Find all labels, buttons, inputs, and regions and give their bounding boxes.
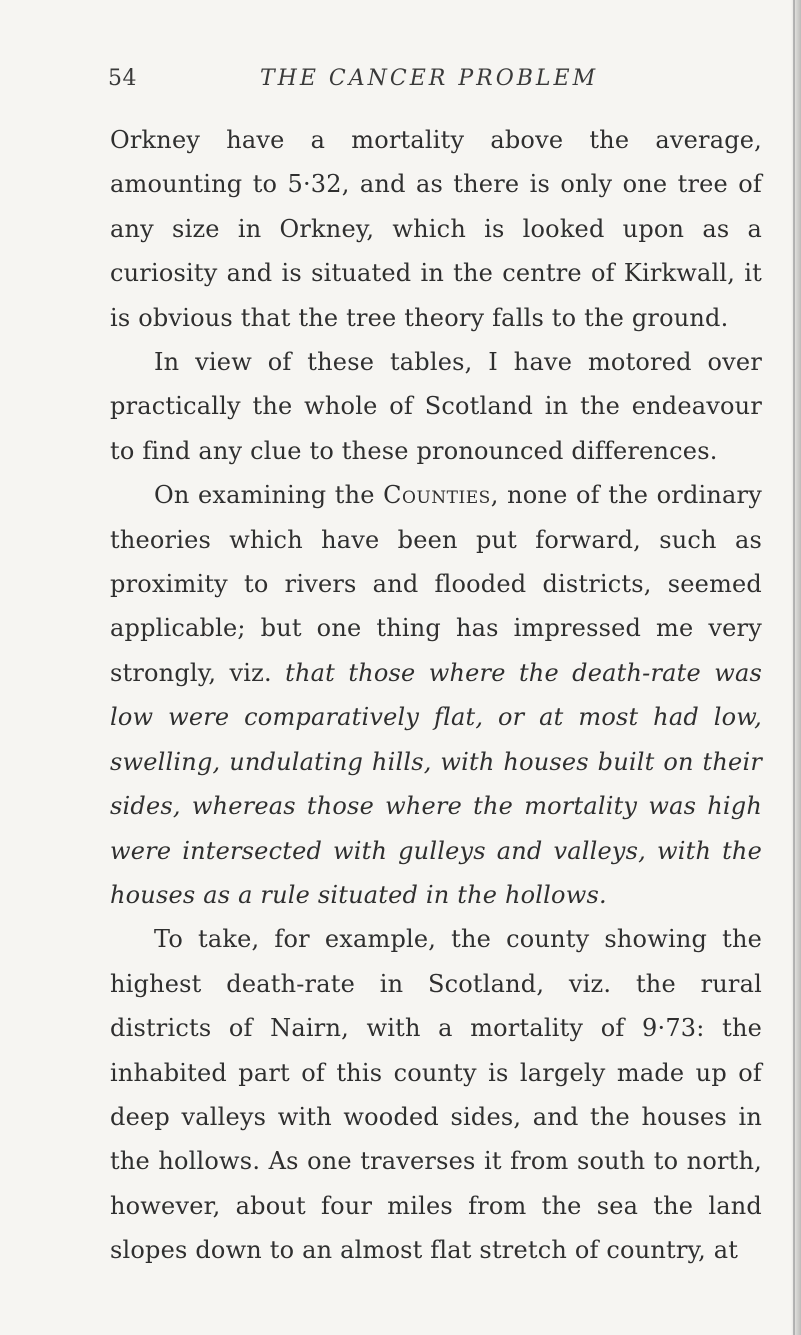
- paragraph-counties: [110, 473, 762, 917]
- paragraph-nairn: To take, for example, the county showing the highest death-rate in Scotland, viz. the rural districts of Nairn, with a mortality of 9·73: the inhabited part of this county is largely made up of deep valleys with wooded sides, and the houses in the hollows. As one traverses it from south to north, however, about four miles from the sea the land slopes down to an almost flat stretch of country, at: [110, 925, 762, 1265]
- paragraph-orkney: Orkney have a mortality above the average, amounting to 5·32, and as there is only one tree of any size in Orkney, which is looked upon as a curiosity and is situated in the centre of Kirkwall, it is obvious that the tree theory falls to the ground.: [110, 126, 762, 332]
- paragraph-counties-middle: , none of the ordinary theories which have been put forward, such as proximity to rivers and flooded districts, seemed applicable; but one thing has impressed me very strongly, viz.: [110, 481, 762, 687]
- body-text: [110, 118, 762, 1273]
- paragraph-motored: In view of these tables, I have motored over practically the whole of Scotland in the endeavour to find any clue to these pronounced differences.: [110, 348, 762, 465]
- page-header: [0, 66, 801, 106]
- paragraph-counties-intro: On examining the: [154, 481, 384, 510]
- page-number: 54: [108, 66, 137, 91]
- page-edge-shadow: [791, 0, 801, 1335]
- paragraph-counties-italic: that those where the death-rate was low were comparatively flat, or at most had low, swelling, undulating hills, with houses built on their sides, whereas those where the mortality was high were intersected with gulleys and valleys, with the houses as a rule situated in the hollows.: [110, 658, 762, 909]
- counties-smallcaps: Counties: [383, 481, 491, 510]
- running-title: THE CANCER PROBLEM: [260, 66, 599, 91]
